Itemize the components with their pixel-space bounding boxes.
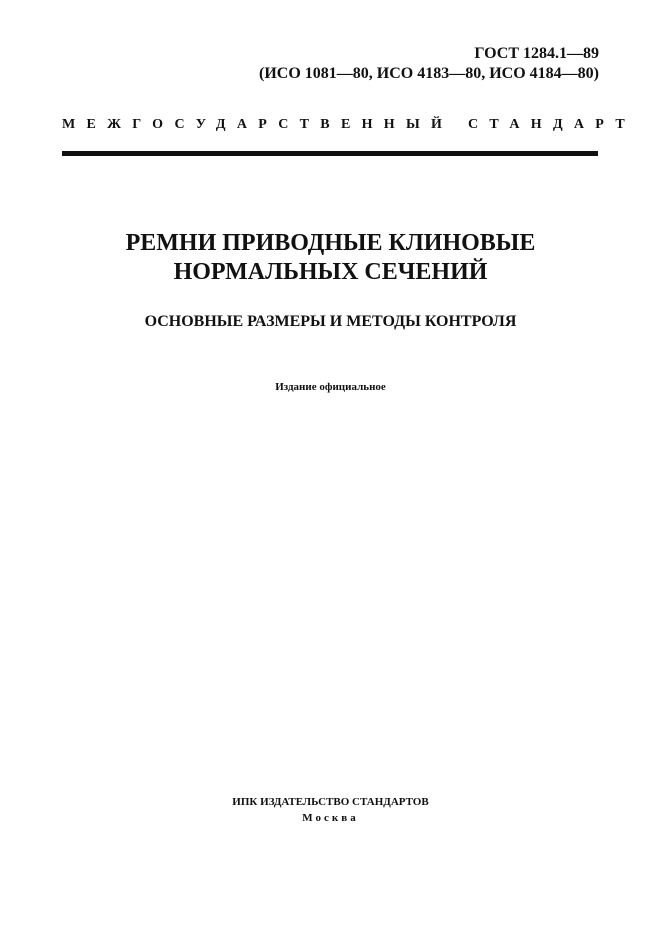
standard-type-heading: МЕЖГОСУДАРСТВЕННЫЙ СТАНДАРТ [62,117,636,132]
publisher-block [0,794,661,826]
header-divider [62,151,598,156]
publisher-city: Москва [302,812,359,824]
document-title [0,229,661,287]
gost-number: ГОСТ 1284.1—89 [474,45,599,62]
publisher-name: ИПК ИЗДАТЕЛЬСТВО СТАНДАРТОВ [232,796,429,808]
title-line-2: НОРМАЛЬНЫХ СЕЧЕНИЙ [173,259,488,285]
edition-note: Издание официальное [275,381,386,393]
title-line-1: РЕМНИ ПРИВОДНЫЕ КЛИНОВЫЕ [125,230,536,256]
standard-designation [259,44,599,84]
iso-references: (ИСО 1081—80, ИСО 4183—80, ИСО 4184—80) [259,65,599,82]
document-subtitle: ОСНОВНЫЕ РАЗМЕРЫ И МЕТОДЫ КОНТРОЛЯ [144,313,517,330]
